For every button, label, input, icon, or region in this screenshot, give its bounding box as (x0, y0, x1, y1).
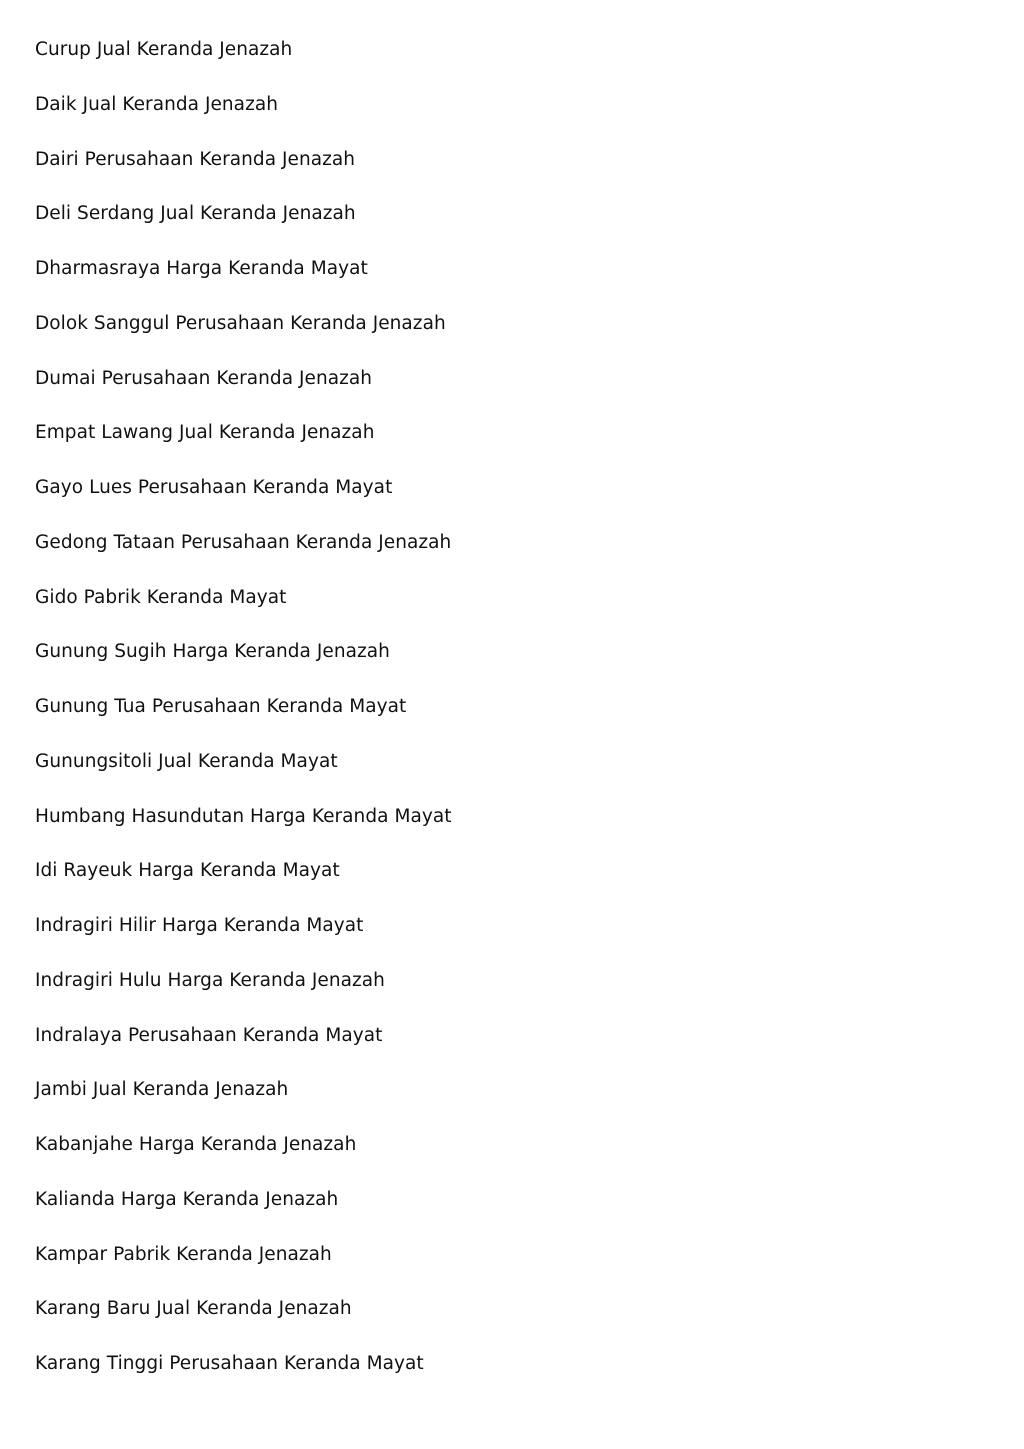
list-item: Curup Jual Keranda Jenazah (35, 39, 293, 60)
list-item: Dairi Perusahaan Keranda Jenazah (35, 148, 356, 170)
list-item: Indralaya Perusahaan Keranda Mayat (35, 1024, 383, 1046)
list-item: Empat Lawang Jual Keranda Jenazah (35, 422, 375, 444)
list-item: Indragiri Hilir Harga Keranda Mayat (35, 915, 364, 936)
list-item: Gido Pabrik Keranda Mayat (35, 586, 287, 608)
list-item: Kampar Pabrik Keranda Jenazah (35, 1243, 332, 1265)
list-item: Indragiri Hulu Harga Keranda Jenazah (35, 969, 385, 991)
list-item: Karang Baru Jual Keranda Jenazah (35, 1298, 352, 1320)
list-item: Jambi Jual Keranda Jenazah (35, 1079, 289, 1101)
location-list (35, 36, 452, 1405)
list-item: Daik Jual Keranda Jenazah (35, 93, 278, 115)
list-item: Gunung Tua Perusahaan Keranda Mayat (35, 696, 407, 717)
list-item: Gayo Lues Perusahaan Keranda Mayat (35, 477, 393, 498)
list-item: Gunungsitoli Jual Keranda Mayat (35, 750, 338, 772)
list-item: Gunung Sugih Harga Keranda Jenazah (35, 641, 390, 663)
list-item: Dolok Sanggul Perusahaan Keranda Jenazah (35, 312, 446, 334)
list-item: Dumai Perusahaan Keranda Jenazah (35, 367, 373, 389)
list-item: Dharmasraya Harga Keranda Mayat (35, 258, 368, 279)
list-item: Idi Rayeuk Harga Keranda Mayat (35, 860, 340, 882)
list-item: Humbang Hasundutan Harga Keranda Mayat (35, 805, 452, 827)
list-item: Gedong Tataan Perusahaan Keranda Jenazah (35, 531, 452, 553)
list-item: Kalianda Harga Keranda Jenazah (35, 1188, 339, 1210)
list-item: Deli Serdang Jual Keranda Jenazah (35, 203, 356, 225)
list-item: Kabanjahe Harga Keranda Jenazah (35, 1134, 357, 1155)
list-item: Karang Tinggi Perusahaan Keranda Mayat (35, 1353, 424, 1374)
